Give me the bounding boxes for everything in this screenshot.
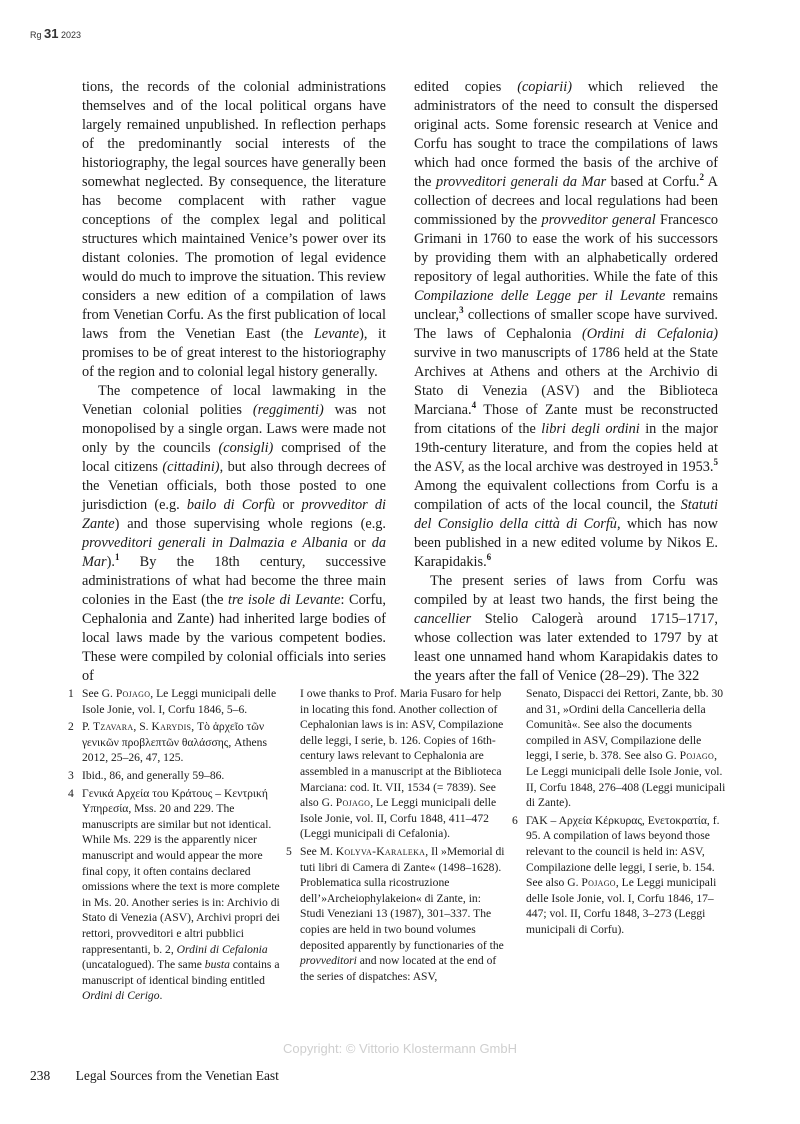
page-number: 238 bbox=[30, 1068, 51, 1083]
footnote-number: 6 bbox=[512, 813, 518, 827]
running-title: Legal Sources from the Venetian East bbox=[75, 1068, 279, 1083]
left-paragraph-1: tions, the records of the colonial administrations themselves and of the local political organs have largely remained unpublished. In reflection perhaps of the predominantly social interests of the historiography, the legal sources have generally been somewhat neglected. By consequence, the literature has become complacent with rather vague conceptions of the complex legal and political structures which maintained Venice’s power over its distant colonies. The promotion of legal evidence would do much to improve the situation. This review considers a new edition of a compilation of laws from Venetian Corfu. As the first publication of local laws from the Venetian East (the Levante), it promises to be of great interest to the historiography of the region and to colonial legal history generally. bbox=[82, 79, 386, 380]
journal-year: 2023 bbox=[61, 30, 82, 40]
footnote-text: P. Tzavara, S. Karydis, Τὸ ἀρχεῖο τῶν γενικῶν προβλεπτῶν θαλάσσης, Athens 2012, 25–26, 47, 125. bbox=[82, 720, 267, 765]
volume-number: 31 bbox=[44, 26, 59, 41]
body-column-right bbox=[414, 78, 718, 686]
footnote-text: ΓΑΚ – Αρχεία Κέρκυρας, Ενετοκρατία, f. 95. A compilation of laws beyond those relevant to the council is held in: ASV, Compilazione delle leggi, I serie, b. 154. See also G. Pojago, Le Leggi municipali delle Isole Jonie, vol. I, Corfu 1846, 17–447; vol. II, Corfu 1848, 3–273 (Leggi municipali di Corfu). bbox=[526, 813, 720, 936]
journal-abbrev: Rg bbox=[30, 30, 42, 40]
copyright-watermark: Copyright: © Vittorio Klostermann GmbH bbox=[282, 1041, 518, 1056]
footnote-4-continued: I owe thanks to Prof. Maria Fusaro for help in locating this fond. Another collection of Cephalonian laws is in: ASV, Compilazione delle leggi, I serie, b. 126. Copies of 16th-century laws relevant to Cephalonia are assembled in a manuscript at the Biblioteca Marciana: cod. It. VII, 1534 (= 7839). See also G. Pojago, Le Leggi municipali delle Isole Jonie, vol. II, Corfu 1848, 411–472 (Leggi municipali di Cefalonia). bbox=[300, 687, 504, 841]
footnote-number: 5 bbox=[286, 844, 292, 858]
footnotes-column-3 bbox=[512, 686, 730, 940]
left-paragraph-2: The competence of local lawmaking in the Venetian colonial polities (reggimenti) was not monopolised by a single organ. Laws were made not only by the councils (consigli) comprised of the local citizens (cittadini), but also through decrees of the Venetian officials, both those posted to one jurisdiction (e.g. bailo di Corfù or provveditor di Zante) and those supervising whole regions (e.g. provveditori generali in Dalmazia e Albania or da Mar).$^1$ By the 18th century, successive administrations of what had become the three main colonies in the East (the tre isole di Levante: Corfu, Cephalonia and Zante) had inherited large bodies of local laws made by the various competent bodies. These were compiled by colonial officials into series of bbox=[82, 383, 387, 684]
footnote-number: 3 bbox=[68, 768, 74, 782]
footnote-number: 1 bbox=[68, 687, 74, 700]
footnote-text: Γενικά Αρχεία του Κράτους – Κεντρική Υπηρεσία, Mss. 20 and 229. The manuscripts are similar but not identical. While Ms. 229 is the apparently nicer manuscript and would appear the more final copy, it often contains declared omissions where the text is more complete in Ms. 20. Another series is in: Archivio di Stato di Venezia (ASV), Archivi propri dei rettori, provveditori e altri pubblici rappresentanti, b. 2, Ordini di Cefalonia (uncatalogued). The same busta contains a manuscript of identical binding entitled Ordini di Cerigo. bbox=[82, 786, 280, 1003]
footnote-1 bbox=[68, 686, 280, 717]
footnote-2 bbox=[68, 719, 280, 766]
footnote-5-continued: Senato, Dispacci dei Rettori, Zante, bb. 30 and 31, »Ordini della Cancelleria della Comunità«. See also the documents compiled in ASV, Compilazione delle leggi, I serie, b. 378. See also G. Pojago, Le Leggi municipali delle Isole Jonie, vol. II, Corfu 1848, 276–408 (Leggi municipali di Zante). bbox=[526, 687, 726, 810]
footnote-3 bbox=[68, 768, 280, 784]
footnote-text: See G. Pojago, Le Leggi municipali delle Isole Jonie, vol. I, Corfu 1846, 5–6. bbox=[82, 687, 277, 716]
footnote-5 bbox=[286, 844, 508, 984]
body-column-left bbox=[82, 78, 386, 686]
footnote-6 bbox=[512, 813, 730, 938]
footnote-text: See M. Kolyva-Karaleka, Il »Memorial di tuti libri di Camera di Zante« (1498–1628). Problematica sulla ricostruzione dell’»Archeiophylakeion« di Zante, in: Studi Veneziani 13 (1987), 301–337. The copies are held in two bound volumes deposited apparently by functionaries of the provveditori and now located at the end of the series of dispatches: ASV, bbox=[300, 844, 505, 983]
footnote-text: Ibid., 86, and generally 59–86. bbox=[82, 768, 225, 782]
journal-header bbox=[30, 26, 81, 41]
page-footer bbox=[30, 1068, 279, 1084]
footnote-number: 4 bbox=[68, 786, 74, 800]
footnotes-column-1 bbox=[68, 686, 280, 1006]
footnote-4 bbox=[68, 786, 280, 1004]
footnotes-column-2 bbox=[286, 686, 508, 986]
right-paragraph-1: edited copies (copiarii) which relieved the administrators of the need to consult the dispersed original acts. Some forensic research at Venice and Corfu has sought to trace the compilations of laws which had once formed the basis of the archive of the provveditori generali da Mar based at Corfu.$^2$ A collection of decrees and local regulations had been commissioned by the provveditor general Francesco Grimani in 1760 to ease the work of his successors by providing them with an alphabetically ordered repository of legal authorities. While the fate of this Compilazione delle Legge per il Levante remains unclear,$^3$ collections of smaller scope have survived. The laws of Cephalonia (Ordini di Cefalonia) survive in two manuscripts of 1786 held at the State Archives at Athens and others at the Archivio di Stato di Venezia (ASV) and the Biblioteca Marciana.$^4$ Those of Zante must be reconstructed from citations of the libri degli ordini in the major 19th-century literature, and from the copies held at the ASV, as the local archive was destroyed in 1953.$^5$ Among the equivalent collections from Corfu is a compilation of acts of the local council, the Statuti del Consiglio della città di Corfù, which has now been published in a new edited volume by Nikos E. Karapidakis.$^6$ bbox=[414, 79, 719, 570]
footnote-number: 2 bbox=[68, 720, 74, 734]
right-paragraph-2: The present series of laws from Corfu was compiled by at least two hands, the first being the cancellier Stelio Calogerà around 1715–1717, whose collection was later extended to 1797 by at least one unnamed hand whom Karapidakis dates to the years after the fall of Venice (28–29). The 322 bbox=[414, 573, 718, 684]
